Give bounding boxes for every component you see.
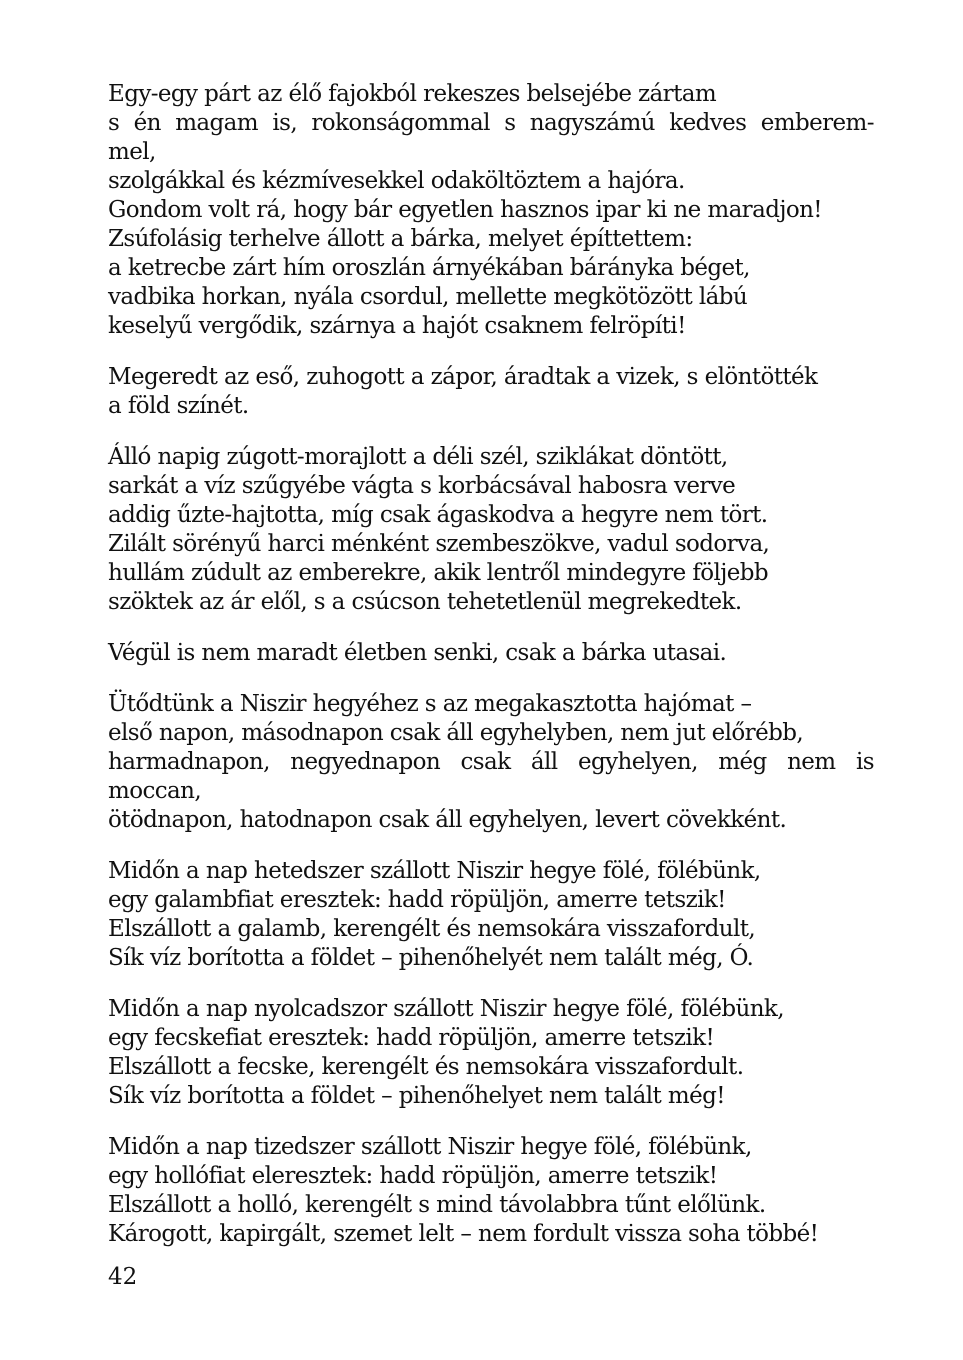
poem-line: ötödnapon, hatodnapon csak áll egyhelyen, levert cövekként. <box>108 807 787 833</box>
poem-line: egy hollófiat eleresztek: hadd röpüljön, amerre tetszik! <box>108 1163 718 1189</box>
word: s <box>108 110 120 136</box>
poem-line: a föld színét. <box>108 393 249 419</box>
word: magam <box>175 110 258 136</box>
poem-line: egy galambfiat eresztek: hadd röpüljön, amerre tetszik! <box>108 887 726 913</box>
poem-line: Elszállott a fecske, kerengélt és nemsokára visszafordult. <box>108 1054 744 1080</box>
poem-line: Midőn a nap nyolcadszor szállott Niszir hegye fölé, fölébünk, <box>108 996 784 1022</box>
stanza-5 <box>108 690 874 835</box>
poem-line: moccan, <box>108 778 202 804</box>
word: nem <box>787 749 836 775</box>
stanza-6 <box>108 857 874 973</box>
poem-line: Zilált sörényű harci ménként szembeszökve, vadul sodorva, <box>108 531 770 557</box>
poem-line: Végül is nem maradt életben senki, csak a bárka utasai. <box>108 640 727 666</box>
word: negyednapon <box>290 749 441 775</box>
poem-line: vadbika horkan, nyála csordul, mellette megkötözött lábú <box>108 284 748 310</box>
word: emberem- <box>760 110 874 136</box>
poem-line: sarkát a víz szűgyébe vágta s korbácsával habosra verve <box>108 473 736 499</box>
word: egyhelyen, <box>577 749 698 775</box>
poem-line: Midőn a nap tizedszer szállott Niszir hegye fölé, fölébünk, <box>108 1134 752 1160</box>
word: én <box>133 110 161 136</box>
poem-line: Egy-egy párt az élő fajokból rekeszes belsejébe zártam <box>108 81 717 107</box>
poem-line: Álló napig zúgott-morajlott a déli szél, sziklákat döntött, <box>108 444 728 470</box>
word: harmadnapon, <box>108 749 270 775</box>
poem-line: Ütődtünk a Niszir hegyéhez s az megakasztotta hajómat – <box>108 691 752 717</box>
stanza-4 <box>108 639 874 668</box>
word: is <box>855 749 874 775</box>
poem-line: addig űzte-hajtotta, míg csak ágaskodva a hegyre nem tört. <box>108 502 768 528</box>
poem-line: egy fecskefiat eresztek: hadd röpüljön, amerre tetszik! <box>108 1025 715 1051</box>
word: is, <box>272 110 298 136</box>
page-number: 42 <box>108 1264 138 1290</box>
poem-line: Elszállott a holló, kerengélt s mind távolabbra tűnt előlünk. <box>108 1192 766 1218</box>
poem-line: a ketrecbe zárt hím oroszlán árnyékában bárányka béget, <box>108 255 750 281</box>
poem-line-justified <box>108 109 874 138</box>
poem-line: Sík víz borította a földet – pihenőhelyet nem talált még! <box>108 1083 725 1109</box>
poem-line: keselyű vergődik, szárnya a hajót csaknem felröpíti! <box>108 313 686 339</box>
poem-line: szolgákkal és kézmívesekkel odaköltöztem a hajóra. <box>108 168 685 194</box>
word: nagyszámú <box>529 110 655 136</box>
poem-line: első napon, másodnapon csak áll egyhelyben, nem jut előrébb, <box>108 720 804 746</box>
poem-line: Megeredt az eső, zuhogott a zápor, áradtak a vizek, s elöntötték <box>108 364 818 390</box>
word: áll <box>530 749 558 775</box>
stanza-3 <box>108 443 874 617</box>
poem-line: mel, <box>108 139 156 165</box>
poem-line: Gondom volt rá, hogy bár egyetlen hasznos ipar ki ne maradjon! <box>108 197 822 223</box>
poem-line: Zsúfolásig terhelve állott a bárka, melyet építtettem: <box>108 226 693 252</box>
word: s <box>504 110 516 136</box>
word: kedves <box>669 110 747 136</box>
stanza-2 <box>108 363 874 421</box>
poem-line: szöktek az ár elől, s a csúcson tehetetlenül megrekedtek. <box>108 589 742 615</box>
stanza-1 <box>108 80 874 341</box>
poem-line: Károgott, kapirgált, szemet lelt – nem fordult vissza soha többé! <box>108 1221 819 1247</box>
word: rokonságommal <box>311 110 490 136</box>
poem-line: Sík víz borította a földet – pihenőhelyét nem talált még, Ó. <box>108 945 754 971</box>
word: még <box>718 749 767 775</box>
poem-line-justified <box>108 748 874 777</box>
poem-line: Midőn a nap hetedszer szállott Niszir hegye fölé, fölébünk, <box>108 858 761 884</box>
poem-line: hullám zúdult az emberekre, akik lentről mindegyre följebb <box>108 560 769 586</box>
stanza-7 <box>108 995 874 1111</box>
poem-body <box>108 80 874 1271</box>
stanza-8 <box>108 1133 874 1249</box>
poem-line: Elszállott a galamb, kerengélt és nemsokára visszafordult, <box>108 916 756 942</box>
word: csak <box>460 749 511 775</box>
